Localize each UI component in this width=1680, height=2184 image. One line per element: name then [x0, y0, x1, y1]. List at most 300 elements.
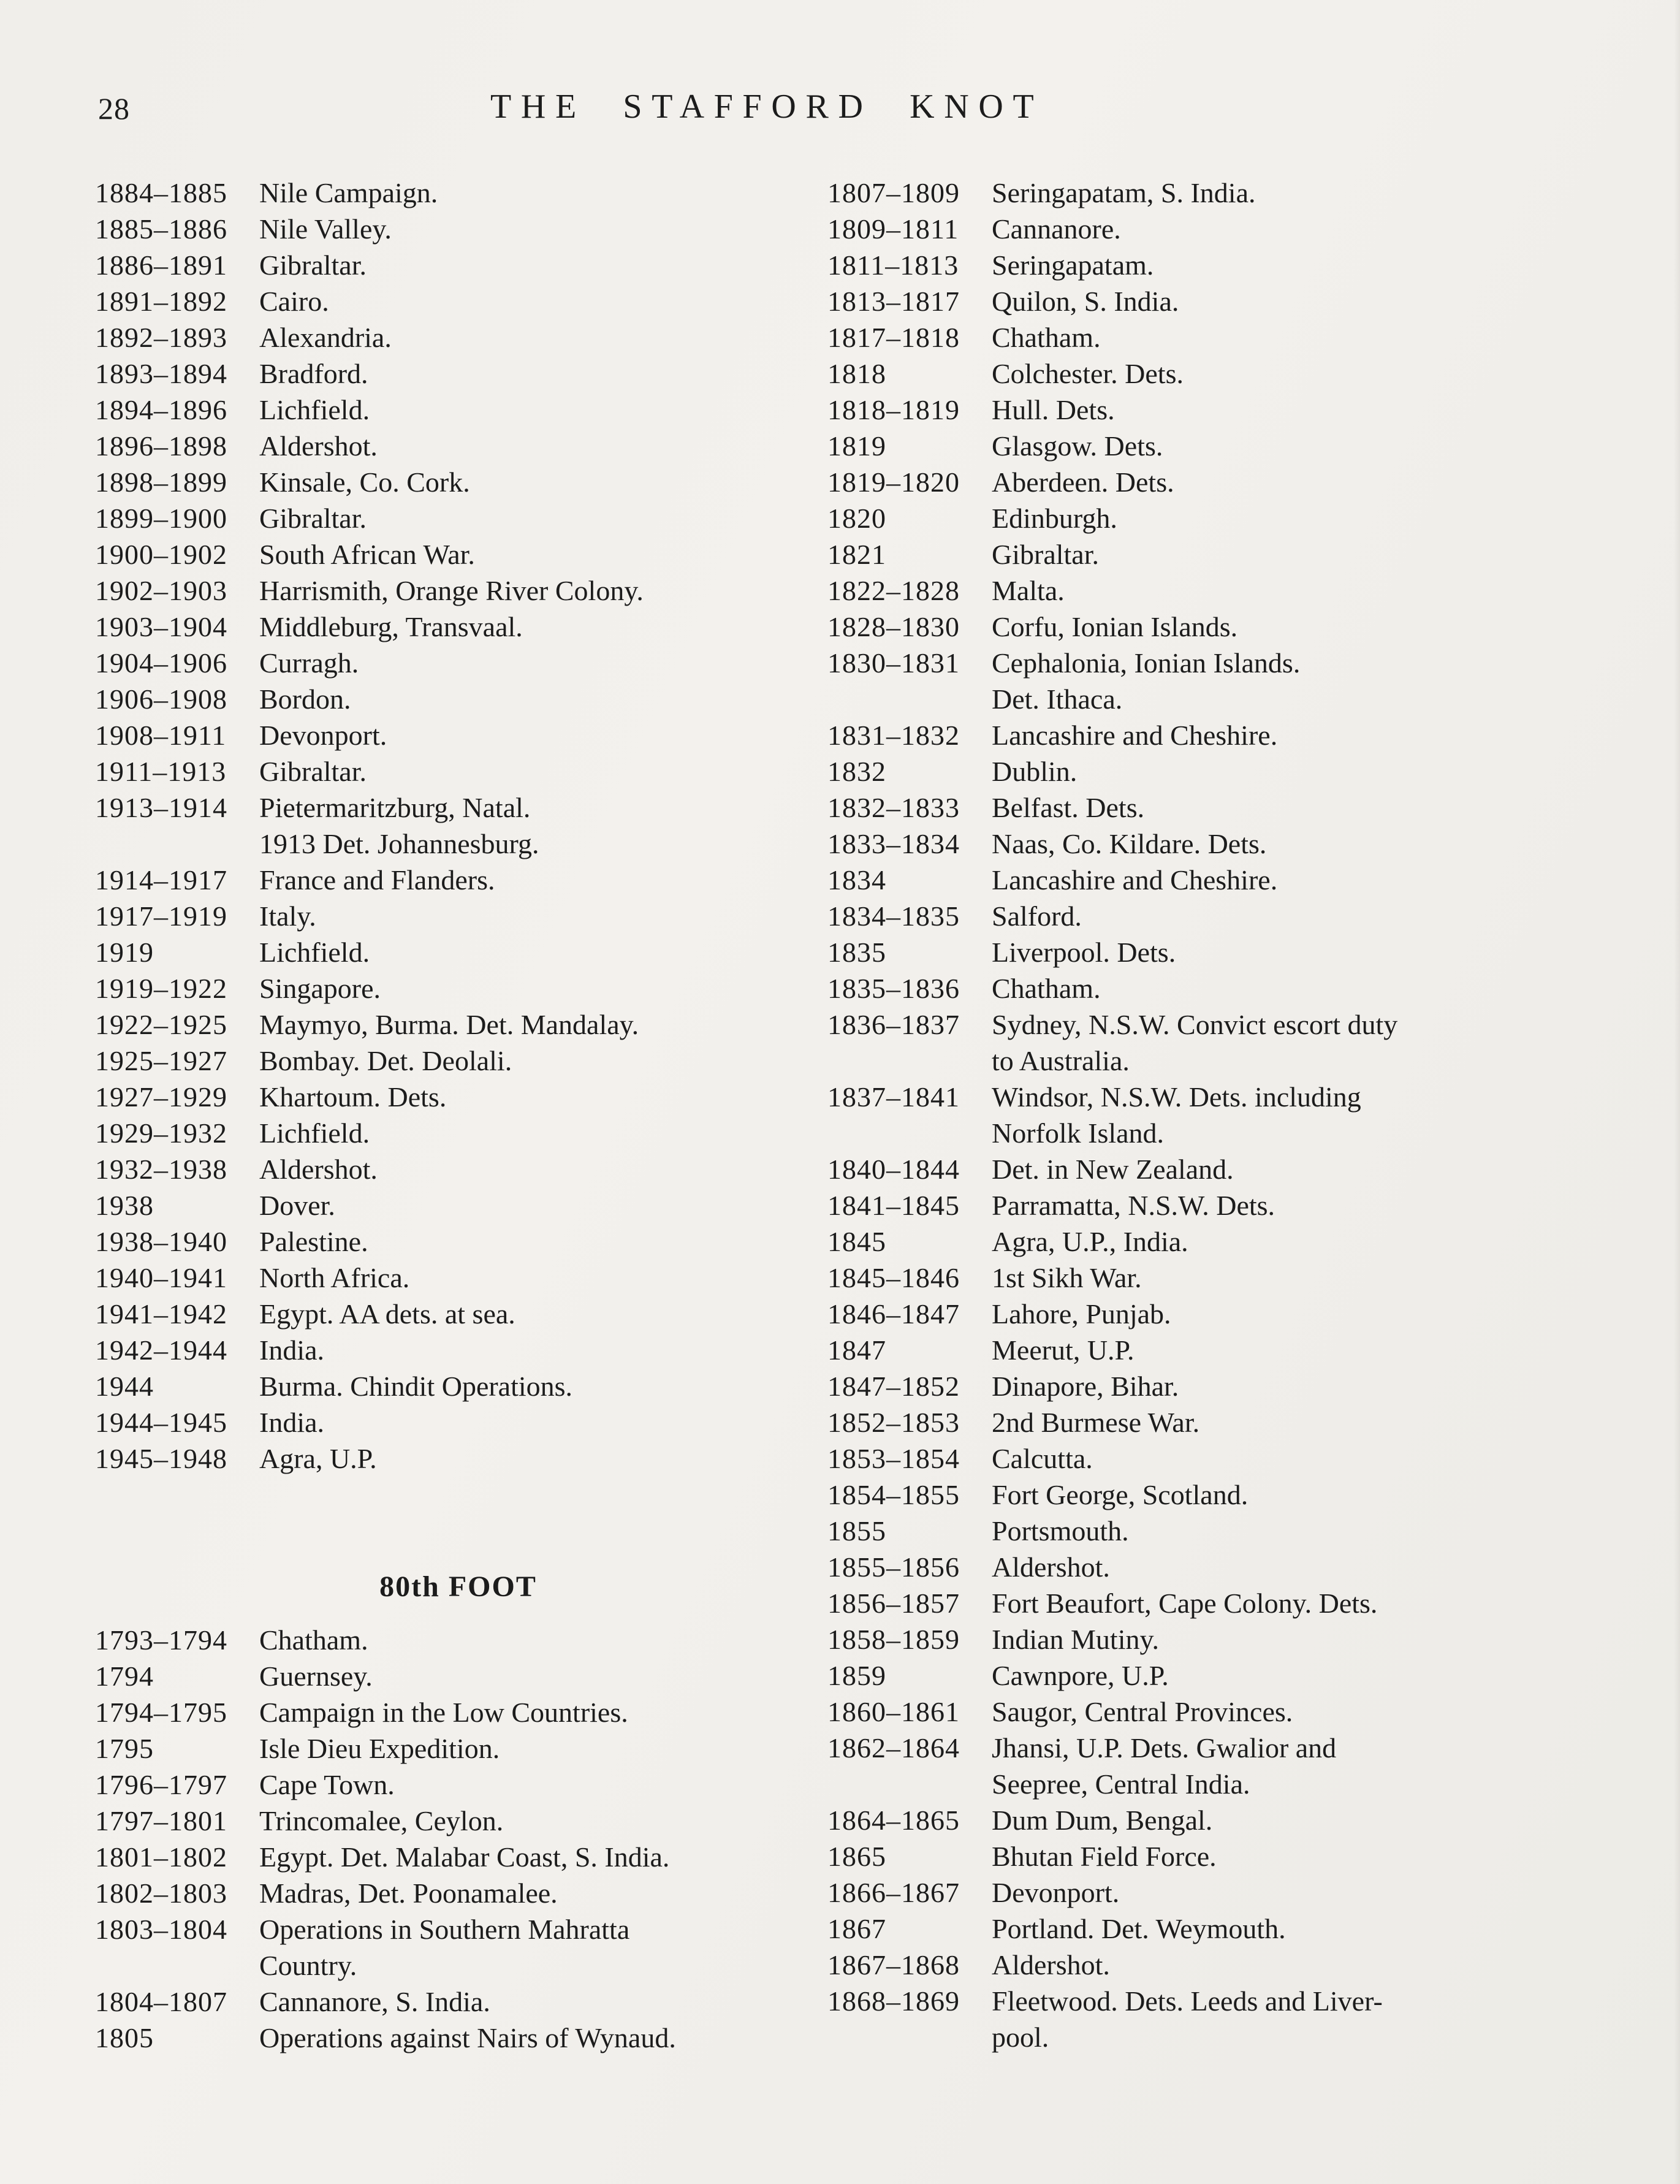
entry-years: 1830–1831	[827, 647, 960, 679]
station-entry-row	[827, 898, 1652, 934]
entry-location-line: Fort Beaufort, Cape Colony. Dets.	[992, 1588, 1378, 1619]
station-entry-row	[827, 826, 1652, 862]
station-entry-row	[827, 1332, 1652, 1368]
entry-years: 1893–1894	[95, 358, 227, 389]
entry-years: 1900–1902	[95, 539, 227, 570]
entry-location	[992, 1151, 1652, 1187]
entry-location-line: Cephalonia, Ionian Islands.	[992, 647, 1301, 679]
entry-years: 1828–1830	[827, 611, 960, 642]
entry-years: 1867	[827, 1913, 886, 1944]
entry-location-line: to Australia.	[992, 1045, 1130, 1076]
entry-location	[259, 1622, 821, 1658]
entry-years: 1856–1857	[827, 1588, 960, 1619]
station-entry-row	[827, 283, 1652, 319]
entry-years: 1854–1855	[827, 1479, 960, 1510]
page-number: 28	[98, 91, 130, 126]
entry-years: 1892–1893	[95, 322, 227, 353]
entry-location	[992, 1730, 1652, 1802]
entry-location-line: Bordon.	[259, 683, 351, 715]
station-entry-row	[95, 1911, 821, 1984]
entry-years: 1885–1886	[95, 213, 227, 245]
entry-location-line: Gibraltar.	[259, 503, 367, 534]
entry-location	[259, 356, 821, 392]
entry-location-line: Burma. Chindit Operations.	[259, 1371, 573, 1402]
station-entry-row	[827, 1730, 1652, 1802]
entry-years: 1945–1948	[95, 1443, 227, 1474]
station-entry-row	[95, 934, 821, 970]
station-entry-row	[827, 1802, 1652, 1838]
entry-location	[259, 1803, 821, 1839]
entry-years: 1833–1834	[827, 828, 960, 859]
entry-location-line: Gibraltar.	[992, 539, 1099, 570]
station-entry-row	[95, 247, 821, 283]
entry-years: 1903–1904	[95, 611, 227, 642]
entry-location-line: Singapore.	[259, 973, 381, 1004]
entry-location-line: Maymyo, Burma. Det. Mandalay.	[259, 1009, 639, 1040]
station-entry-row	[95, 1151, 821, 1187]
station-entry-row	[827, 573, 1652, 609]
entry-location-line: Campaign in the Low Countries.	[259, 1697, 628, 1728]
entry-years: 1944–1945	[95, 1407, 227, 1438]
regiment-section	[95, 1569, 821, 2056]
entry-location	[992, 464, 1652, 500]
station-entry-row	[827, 500, 1652, 536]
entry-years: 1845	[827, 1226, 886, 1257]
station-entry-row	[95, 356, 821, 392]
station-entry-row	[95, 790, 821, 862]
entry-location-line: Devonport.	[259, 720, 387, 751]
entry-location	[259, 898, 821, 934]
station-entry-row	[95, 1622, 821, 1658]
entry-location-line: Gibraltar.	[259, 249, 367, 281]
entry-location	[259, 790, 821, 862]
entry-location-line: Nile Campaign.	[259, 177, 438, 208]
entry-location-line: Khartoum. Dets.	[259, 1081, 447, 1113]
right-column	[827, 175, 1652, 2055]
station-entry-row	[827, 319, 1652, 356]
entry-location	[992, 862, 1652, 898]
entry-location	[992, 500, 1652, 536]
entry-location	[992, 970, 1652, 1006]
entry-location-line: Seringapatam, S. India.	[992, 177, 1256, 208]
entry-location-line: Aldershot.	[992, 1551, 1110, 1583]
entry-years: 1860–1861	[827, 1696, 960, 1727]
entry-location	[992, 283, 1652, 319]
entry-location-line: Lichfield.	[259, 1117, 370, 1149]
entry-location	[259, 536, 821, 573]
entry-location-line: Bradford.	[259, 358, 368, 389]
station-entry-row	[95, 898, 821, 934]
entry-location-line: Malta.	[992, 575, 1065, 606]
entry-years: 1794	[95, 1661, 154, 1692]
regiment-section	[95, 175, 821, 1477]
entry-location	[992, 790, 1652, 826]
entry-location-line: Egypt. AA dets. at sea.	[259, 1298, 515, 1330]
entry-years: 1811–1813	[827, 249, 959, 281]
entry-years: 1805	[95, 2022, 154, 2053]
entry-location-line: 1913 Det. Johannesburg.	[259, 828, 539, 859]
entry-location-line: Seringapatam.	[992, 249, 1154, 281]
entry-location	[259, 1404, 821, 1440]
station-entry-row	[827, 1260, 1652, 1296]
entry-years: 1891–1892	[95, 286, 227, 317]
entry-years: 1820	[827, 503, 886, 534]
entry-years: 1834–1835	[827, 900, 960, 932]
station-entry-row	[95, 1223, 821, 1260]
entry-years: 1927–1929	[95, 1081, 227, 1113]
entry-years: 1898–1899	[95, 466, 227, 498]
entry-years: 1818	[827, 358, 886, 389]
entry-location-line: Pietermaritzburg, Natal.	[259, 792, 531, 823]
scan-edge-shading	[1674, 0, 1680, 2184]
entry-location	[992, 1549, 1652, 1585]
entry-location	[992, 1983, 1652, 2055]
entry-location-line: Indian Mutiny.	[992, 1624, 1159, 1655]
entry-years: 1862–1864	[827, 1732, 960, 1764]
entry-years: 1868–1869	[827, 1985, 960, 2017]
entry-location	[259, 645, 821, 681]
station-entry-row	[95, 1984, 821, 2020]
entry-location-line: Det. Ithaca.	[992, 683, 1123, 715]
station-entry-row	[95, 283, 821, 319]
station-entry-row	[95, 1767, 821, 1803]
station-entry-row	[95, 753, 821, 790]
entry-years: 1919	[95, 937, 154, 968]
entry-location-line: Isle Dieu Expedition.	[259, 1733, 500, 1764]
entry-location	[259, 753, 821, 790]
entry-location-line: Corfu, Ionian Islands.	[992, 611, 1238, 642]
entry-location	[259, 464, 821, 500]
entry-location-line: Gibraltar.	[259, 756, 367, 787]
entry-location-line: Cannanore.	[992, 213, 1121, 245]
station-entry-row	[827, 1368, 1652, 1404]
entry-location	[259, 1115, 821, 1151]
entry-location	[992, 1332, 1652, 1368]
entry-location	[992, 1874, 1652, 1911]
entry-location-line: Agra, U.P., India.	[992, 1226, 1188, 1257]
station-entry-row	[95, 1730, 821, 1767]
station-entry-row	[827, 1621, 1652, 1657]
entry-location-line: Hull. Dets.	[992, 394, 1115, 425]
entry-years: 1938	[95, 1190, 154, 1221]
page-title: THE STAFFORD KNOT	[490, 88, 1044, 126]
entry-years: 1944	[95, 1371, 154, 1402]
station-entry-row	[95, 319, 821, 356]
entry-location	[992, 1513, 1652, 1549]
entry-location-line: Salford.	[992, 900, 1082, 932]
entry-location-line: Colchester. Dets.	[992, 358, 1184, 389]
entry-location-line: Guernsey.	[259, 1661, 373, 1692]
entry-years: 1804–1807	[95, 1986, 227, 2017]
entry-location-line: Country.	[259, 1950, 357, 1981]
entry-years: 1817–1818	[827, 322, 960, 353]
entry-years: 1859	[827, 1660, 886, 1691]
entry-location-line: Meerut, U.P.	[992, 1334, 1135, 1366]
entry-location	[992, 1079, 1652, 1151]
entry-years: 1886–1891	[95, 249, 227, 281]
station-entry-row	[827, 1477, 1652, 1513]
station-entry-row	[95, 1694, 821, 1730]
entry-years: 1813–1817	[827, 286, 960, 317]
entry-location	[992, 898, 1652, 934]
entry-location	[992, 1223, 1652, 1260]
entry-years: 1852–1853	[827, 1407, 960, 1438]
station-entry-row	[827, 175, 1652, 211]
station-entry-row	[95, 1260, 821, 1296]
entry-years: 1845–1846	[827, 1262, 960, 1293]
entry-location	[992, 1477, 1652, 1513]
entry-location	[259, 862, 821, 898]
entry-location	[259, 1368, 821, 1404]
entry-location	[259, 1694, 821, 1730]
entry-location-line: France and Flanders.	[259, 864, 495, 896]
left-column	[95, 175, 821, 2056]
entry-years: 1831–1832	[827, 720, 960, 751]
entry-years: 1795	[95, 1733, 154, 1764]
station-entry-row	[95, 1803, 821, 1839]
entry-years: 1836–1837	[827, 1009, 960, 1040]
entry-years: 1841–1845	[827, 1190, 960, 1221]
entry-location	[259, 609, 821, 645]
entry-years: 1942–1944	[95, 1334, 227, 1366]
entry-years: 1802–1803	[95, 1878, 227, 1909]
entry-location	[259, 1260, 821, 1296]
station-entry-row	[95, 1839, 821, 1875]
section-heading: 80th FOOT	[379, 1570, 537, 1603]
entry-location-line: Egypt. Det. Malabar Coast, S. India.	[259, 1841, 670, 1873]
entry-location-line: Liverpool. Dets.	[992, 937, 1176, 968]
entry-years: 1794–1795	[95, 1697, 227, 1728]
station-entry-row	[827, 1151, 1652, 1187]
entry-years: 1819	[827, 430, 886, 462]
entry-years: 1867–1868	[827, 1949, 960, 1980]
station-entry-row	[827, 392, 1652, 428]
entry-location	[992, 536, 1652, 573]
entry-years: 1847–1852	[827, 1371, 960, 1402]
entry-location	[992, 1802, 1652, 1838]
entry-years: 1807–1809	[827, 177, 960, 208]
entry-years: 1864–1865	[827, 1805, 960, 1836]
entry-years: 1796–1797	[95, 1769, 227, 1800]
entry-location-line: Det. in New Zealand.	[992, 1154, 1234, 1185]
station-entry-row	[95, 862, 821, 898]
entry-location-line: Cannanore, S. India.	[259, 1986, 490, 2017]
entry-location	[259, 283, 821, 319]
entry-years: 1938–1940	[95, 1226, 227, 1257]
entry-location-line: Alexandria.	[259, 322, 392, 353]
station-entry-row	[95, 211, 821, 247]
station-entry-row	[827, 428, 1652, 464]
entry-location-line: Lancashire and Cheshire.	[992, 720, 1278, 751]
entry-location	[259, 1296, 821, 1332]
station-entry-row	[95, 2020, 821, 2056]
station-entry-row	[95, 428, 821, 464]
entry-years: 1834	[827, 864, 886, 896]
station-entry-row	[827, 1296, 1652, 1332]
entry-years: 1906–1908	[95, 683, 227, 715]
station-entry-row	[95, 1404, 821, 1440]
entry-location-line: Belfast. Dets.	[992, 792, 1145, 823]
station-entry-row	[95, 717, 821, 753]
entry-years: 1801–1802	[95, 1841, 227, 1873]
entry-location-line: Sydney, N.S.W. Convict escort duty	[992, 1009, 1398, 1040]
station-entry-row	[827, 1838, 1652, 1874]
station-entry-row	[827, 970, 1652, 1006]
entry-years: 1914–1917	[95, 864, 227, 896]
entry-location-line: Kinsale, Co. Cork.	[259, 466, 470, 498]
entry-years: 1855–1856	[827, 1551, 960, 1583]
station-entry-row	[827, 464, 1652, 500]
entry-location-line: Fleetwood. Dets. Leeds and Liver-	[992, 1985, 1383, 2017]
station-entry-row	[95, 1332, 821, 1368]
entry-location	[259, 1767, 821, 1803]
station-entry-row	[827, 1549, 1652, 1585]
station-entry-row	[827, 211, 1652, 247]
entry-location-line: Aldershot.	[992, 1949, 1110, 1980]
entry-location	[992, 392, 1652, 428]
station-entry-row	[827, 1404, 1652, 1440]
entry-years: 1913–1914	[95, 792, 227, 823]
entry-location-line: Madras, Det. Poonamalee.	[259, 1878, 558, 1909]
station-entry-row	[95, 1875, 821, 1911]
entry-years: 1803–1804	[95, 1914, 227, 1945]
entry-location-line: Agra, U.P.	[259, 1443, 377, 1474]
entry-location	[259, 1043, 821, 1079]
station-entry-row	[827, 1223, 1652, 1260]
entry-location-line: South African War.	[259, 539, 475, 570]
regiment-section	[827, 175, 1652, 2055]
station-entry-row	[827, 356, 1652, 392]
station-entry-row	[827, 1079, 1652, 1151]
entry-location-line: Middleburg, Transvaal.	[259, 611, 523, 642]
entry-location-line: Glasgow. Dets.	[992, 430, 1163, 462]
entry-years: 1940–1941	[95, 1262, 227, 1293]
entry-location-line: Seepree, Central India.	[992, 1768, 1250, 1800]
entry-location	[259, 1006, 821, 1043]
entry-location	[259, 1187, 821, 1223]
station-entry-row	[95, 1043, 821, 1079]
entry-location	[992, 1838, 1652, 1874]
entry-location-line: Nile Valley.	[259, 213, 392, 245]
entry-location	[259, 428, 821, 464]
entry-years: 1894–1896	[95, 394, 227, 425]
entry-location	[992, 1368, 1652, 1404]
station-entry-row	[827, 1911, 1652, 1947]
station-entry-row	[827, 1983, 1652, 2055]
entry-years: 1865	[827, 1841, 886, 1872]
entry-location-line: Calcutta.	[992, 1443, 1093, 1474]
entry-location	[992, 1694, 1652, 1730]
entry-location-line: Aldershot.	[259, 1154, 378, 1185]
station-entry-row	[827, 862, 1652, 898]
entry-location-line: Lahore, Punjab.	[992, 1298, 1171, 1330]
entry-location	[259, 247, 821, 283]
entry-years: 1853–1854	[827, 1443, 960, 1474]
entry-years: 1858–1859	[827, 1624, 960, 1655]
entry-location	[259, 1151, 821, 1187]
station-entry-row	[95, 1006, 821, 1043]
entry-location-line: Cawnpore, U.P.	[992, 1660, 1169, 1691]
entry-years: 1908–1911	[95, 720, 227, 751]
entry-years: 1941–1942	[95, 1298, 227, 1330]
entry-years: 1832	[827, 756, 886, 787]
entry-location	[992, 1911, 1652, 1947]
entry-location-line: Fort George, Scotland.	[992, 1479, 1249, 1510]
entry-years: 1911–1913	[95, 756, 227, 787]
entry-location-line: Bhutan Field Force.	[992, 1841, 1217, 1872]
station-entry-row	[827, 753, 1652, 790]
entry-location-line: 2nd Burmese War.	[992, 1407, 1200, 1438]
entry-location-line: Dum Dum, Bengal.	[992, 1805, 1213, 1836]
entry-location-line: Chatham.	[259, 1624, 368, 1656]
entry-years: 1809–1811	[827, 213, 959, 245]
entry-location	[992, 175, 1652, 211]
entry-location-line: Chatham.	[992, 322, 1101, 353]
entry-location	[992, 717, 1652, 753]
entry-location	[259, 1730, 821, 1767]
station-entry-row	[95, 573, 821, 609]
entry-location-line: Saugor, Central Provinces.	[992, 1696, 1293, 1727]
entry-years: 1925–1927	[95, 1045, 227, 1076]
entry-years: 1929–1932	[95, 1117, 227, 1149]
entry-years: 1822–1828	[827, 575, 960, 606]
entry-location-line: Jhansi, U.P. Dets. Gwalior and	[992, 1732, 1337, 1764]
entry-location-line: Harrismith, Orange River Colony.	[259, 575, 644, 606]
entry-years: 1919–1922	[95, 973, 227, 1004]
entry-years: 1835	[827, 937, 886, 968]
entry-location	[259, 717, 821, 753]
station-entry-row	[827, 609, 1652, 645]
station-entry-row	[95, 1079, 821, 1115]
station-entry-row	[827, 1947, 1652, 1983]
entry-location	[992, 1006, 1652, 1079]
entry-location-line: Chatham.	[992, 973, 1101, 1004]
station-entry-row	[827, 1440, 1652, 1477]
entry-location	[259, 1839, 821, 1875]
entry-years: 1932–1938	[95, 1154, 227, 1185]
entry-location	[259, 1911, 821, 1984]
station-entry-row	[827, 1585, 1652, 1621]
entry-location	[259, 681, 821, 717]
entry-years: 1832–1833	[827, 792, 960, 823]
entry-location	[992, 934, 1652, 970]
entry-years: 1797–1801	[95, 1805, 227, 1836]
entry-location	[259, 392, 821, 428]
entry-location	[992, 247, 1652, 283]
entry-years: 1922–1925	[95, 1009, 227, 1040]
station-entry-row	[827, 1513, 1652, 1549]
station-entry-row	[95, 1440, 821, 1477]
entry-location	[259, 1332, 821, 1368]
entry-location-line: Edinburgh.	[992, 503, 1117, 534]
entry-location-line: Operations against Nairs of Wynaud.	[259, 2022, 676, 2053]
entry-location	[259, 1875, 821, 1911]
station-entry-row	[827, 717, 1652, 753]
entry-location-line: Dover.	[259, 1190, 335, 1221]
entry-location-line: Portsmouth.	[992, 1515, 1129, 1547]
station-entry-row	[827, 1006, 1652, 1079]
entry-location-line: Operations in Southern Mahratta	[259, 1914, 630, 1945]
station-entry-row	[95, 1368, 821, 1404]
entry-location	[992, 1621, 1652, 1657]
entry-years: 1819–1820	[827, 466, 960, 498]
station-entry-row	[827, 1187, 1652, 1223]
entry-location-line: Curragh.	[259, 647, 359, 679]
entry-location	[259, 2020, 821, 2056]
entry-location-line: Bombay. Det. Deolali.	[259, 1045, 512, 1076]
station-entry-row	[827, 645, 1652, 717]
station-entry-row	[95, 392, 821, 428]
